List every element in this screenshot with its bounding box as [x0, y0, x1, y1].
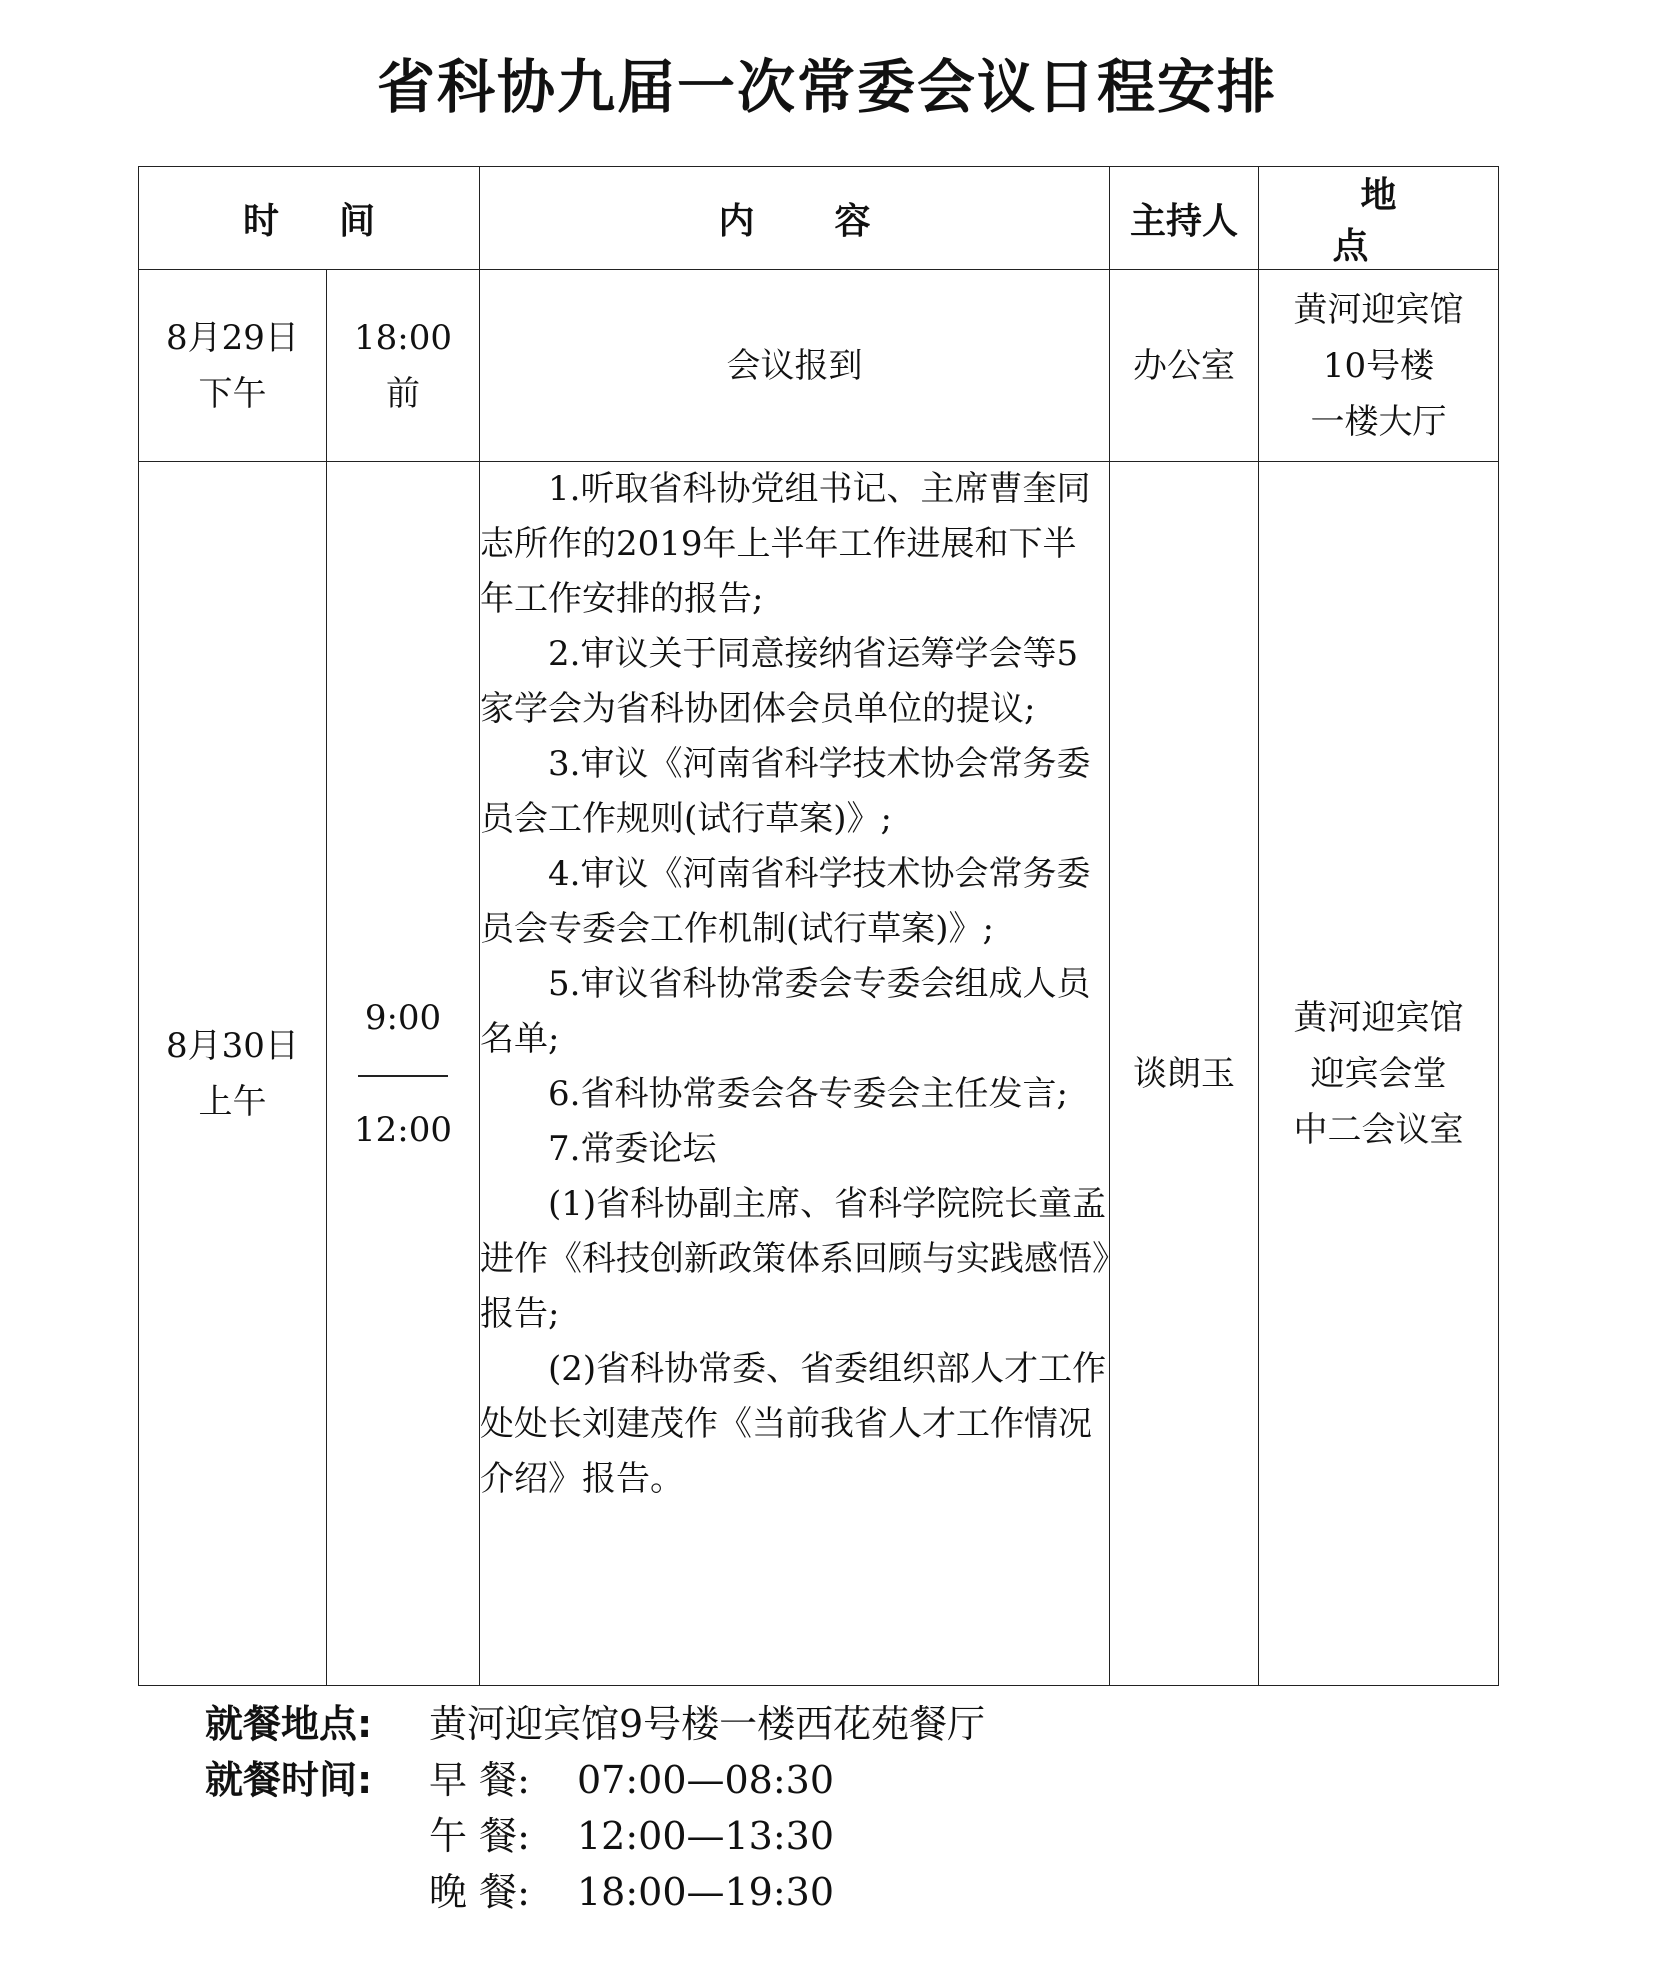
dining-place-label: 就餐地点:	[205, 1702, 373, 1746]
dining-time-label: 就餐时间:	[205, 1758, 373, 1802]
agenda-item: 4.审议《河南省科学技术协会常务委员会专委会工作机制(试行草案)》;	[480, 854, 1091, 949]
header-host: 主持人	[1110, 167, 1259, 270]
date-text: 8月29日	[166, 317, 299, 358]
dining-place-value: 黄河迎宾馆9号楼一楼西花苑餐厅	[429, 1702, 986, 1746]
meal-label: 早 餐:	[429, 1758, 530, 1802]
agenda-item: 2.审议关于同意接纳省运筹学会等5家学会为省科协团体会员单位的提议;	[480, 634, 1079, 729]
time-suffix: 前	[386, 373, 420, 414]
period-text: 下午	[198, 373, 267, 414]
page-title: 省科协九届一次常委会议日程安排	[376, 53, 1277, 121]
time-cell	[327, 270, 480, 462]
period-text: 上午	[198, 1081, 267, 1122]
schedule-table	[138, 166, 1499, 1686]
location-cell	[1259, 270, 1499, 462]
host-cell: 办公室	[1110, 270, 1259, 462]
meal-time: 18:00—19:30	[577, 1870, 835, 1914]
meal-row	[205, 1808, 985, 1864]
location-line: 一楼大厅	[1310, 401, 1447, 442]
meal-row	[205, 1864, 985, 1920]
time-end: 12:00	[354, 1109, 452, 1150]
date-cell	[139, 270, 327, 462]
date-text: 8月30日	[166, 1025, 299, 1066]
header-time: 时间	[139, 167, 480, 270]
agenda-item: 6.省科协常委会各专委会主任发言;	[548, 1074, 1068, 1114]
location-line: 迎宾会堂	[1310, 1053, 1447, 1094]
location-line: 黄河迎宾馆	[1293, 289, 1464, 330]
agenda-item: 3.审议《河南省科学技术协会常务委员会工作规则(试行草案)》;	[480, 744, 1091, 839]
agenda-item: 1.听取省科协党组书记、主席曹奎同志所作的2019年上半年工作进展和下半年工作安排的报告;	[480, 469, 1091, 619]
location-line: 黄河迎宾馆	[1293, 997, 1464, 1038]
host-cell: 谈朗玉	[1110, 462, 1259, 1686]
content-cell: 会议报到	[480, 270, 1110, 462]
dining-time-row	[205, 1752, 985, 1808]
dining-info	[205, 1696, 985, 1920]
meal-time: 12:00—13:30	[577, 1814, 835, 1858]
table-row	[139, 462, 1499, 1686]
time-cell	[327, 462, 480, 1686]
table-header-row	[139, 167, 1499, 270]
content-cell	[480, 462, 1110, 1686]
time-start: 9:00	[364, 997, 442, 1038]
time-range-dash	[358, 1075, 448, 1077]
meal-time: 07:00—08:30	[577, 1758, 835, 1802]
time-text: 18:00	[354, 317, 452, 358]
agenda-subitem: (1)省科协副主席、省科学院院长童孟进作《科技创新政策体系回顾与实践感悟》报告;	[480, 1184, 1110, 1334]
header-location: 地点	[1259, 167, 1499, 270]
dining-place-row	[205, 1696, 985, 1752]
table-row	[139, 270, 1499, 462]
location-cell	[1259, 462, 1499, 1686]
location-line: 10号楼	[1322, 345, 1435, 386]
agenda-item: 7.常委论坛	[548, 1129, 717, 1169]
meal-label: 晚 餐:	[429, 1870, 530, 1914]
agenda-subitem: (2)省科协常委、省委组织部人才工作处处长刘建茂作《当前我省人才工作情况介绍》报告。	[480, 1349, 1107, 1499]
date-cell	[139, 462, 327, 1686]
header-content: 内容	[480, 167, 1110, 270]
meal-label: 午 餐:	[429, 1814, 530, 1858]
agenda-item: 5.审议省科协常委会专委会组成人员名单;	[480, 964, 1091, 1059]
location-line: 中二会议室	[1293, 1109, 1464, 1150]
